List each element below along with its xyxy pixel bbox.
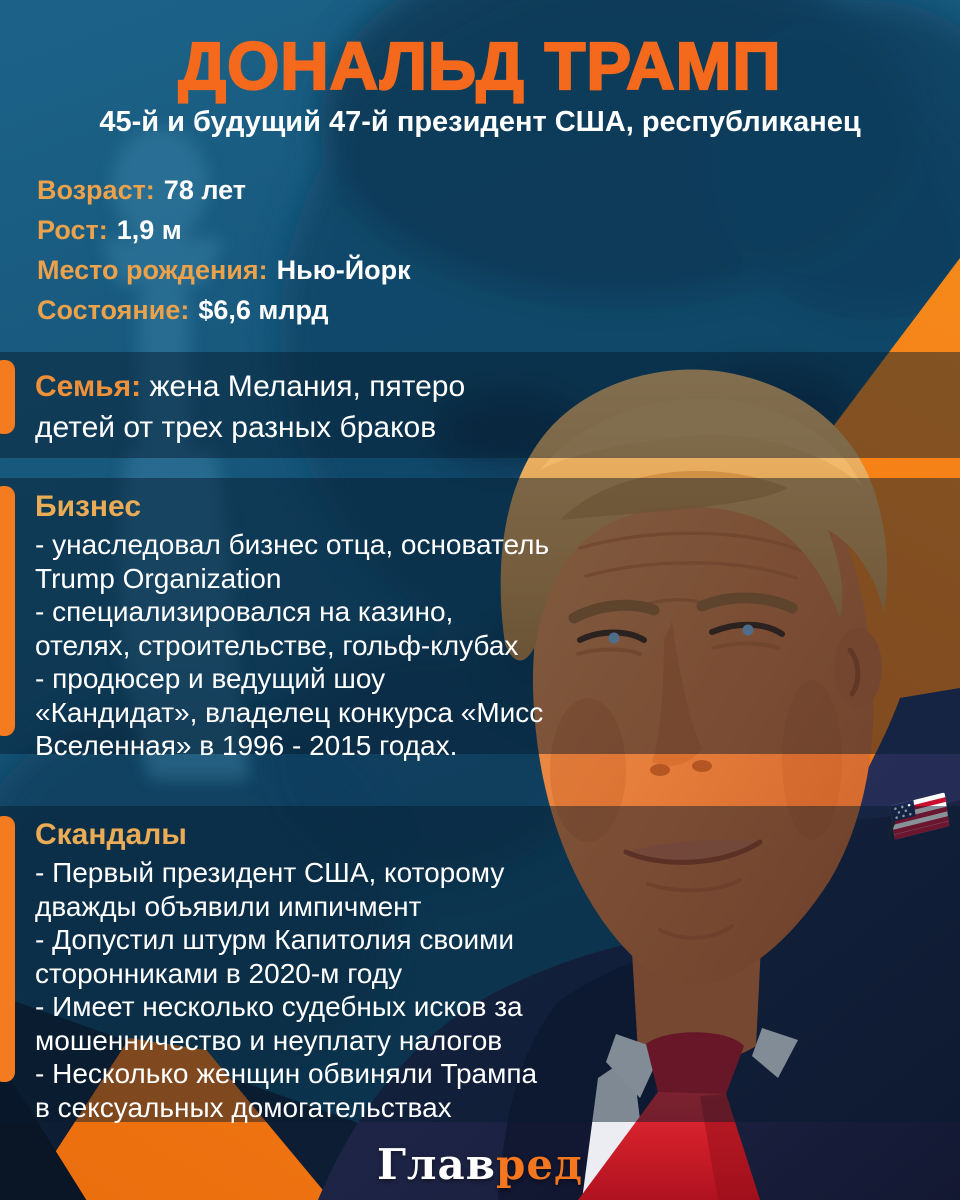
scandal-item: - Несколько женщин обвиняли Трампа в сексуальных домогательствах	[35, 1058, 538, 1123]
fact-value-age: 78 лет	[163, 175, 247, 205]
fact-row-networth	[37, 290, 411, 330]
facts-block	[37, 170, 411, 330]
scandals-list	[35, 856, 553, 1124]
scandal-item: - Допустил штурм Капитолия своими сторонниками в 2020-м году	[35, 924, 515, 989]
business-list	[35, 528, 553, 763]
fact-label-networth: Состояние:	[37, 295, 190, 325]
section-family	[0, 352, 960, 458]
scandals-heading: Скандалы	[35, 818, 187, 851]
fact-label-birthplace: Место рождения:	[37, 255, 268, 285]
fact-label-age: Возраст:	[37, 175, 155, 205]
logo-part-orange: ред	[495, 1140, 584, 1189]
glavred-logo	[0, 1140, 960, 1189]
fact-label-height: Рост:	[37, 215, 108, 245]
page-title: ДОНАЛЬД ТРАМП	[178, 29, 782, 104]
scandal-item: - Имеет несколько судебных исков за мошенничество и неуплату налогов	[35, 991, 523, 1056]
business-heading: Бизнес	[35, 490, 142, 523]
scandals-orange-tab	[0, 816, 15, 1082]
fact-row-age	[37, 170, 411, 210]
family-orange-tab	[0, 360, 15, 434]
family-text	[35, 364, 540, 448]
fact-row-birthplace	[37, 250, 411, 290]
fact-value-birthplace: Нью-Йорк	[276, 255, 411, 285]
scandal-item: - Первый президент США, которому дважды объявили импичмент	[35, 857, 505, 922]
page-subtitle: 45-й и будущий 47-й президент США, республиканец	[99, 106, 861, 138]
fact-row-height	[37, 210, 411, 250]
business-item: - специализировался на казино, отелях, строительстве, гольф-клубах	[35, 596, 519, 661]
fact-value-height: 1,9 м	[116, 215, 182, 245]
business-item: - унаследовал бизнес отца, основатель Trump Organization	[35, 529, 550, 594]
section-scandals	[0, 806, 960, 1122]
family-value: жена Мелания, пятеро детей от трех разных браков	[35, 370, 466, 444]
logo-part-white: Глав	[376, 1140, 496, 1189]
business-orange-tab	[0, 486, 15, 736]
business-item: - продюсер и ведущий шоу «Кандидат», владелец конкурса «Мисс Вселенная» в 1996 - 2015 годах.	[35, 663, 544, 761]
family-label: Семья:	[35, 370, 142, 403]
fact-value-networth: $6,6 млрд	[198, 295, 329, 325]
section-business	[0, 478, 960, 761]
